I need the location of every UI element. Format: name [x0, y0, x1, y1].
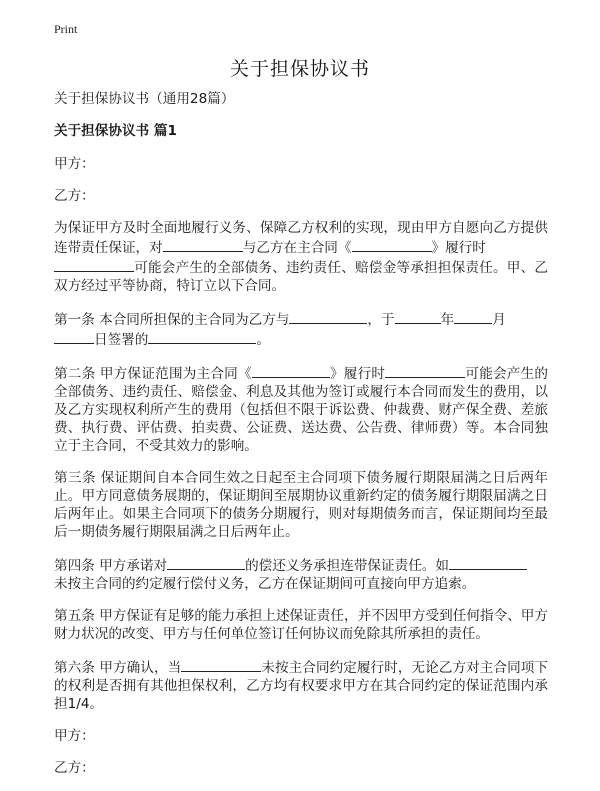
party-b-label: 乙方：	[54, 188, 95, 204]
document-body	[54, 90, 548, 791]
preamble-text-2: 与乙方在主合同《	[242, 240, 352, 256]
article-2-text: 可能会产生的全部债务、违约责任、赔偿金、利息及其他为签订或履行本合同而发生的费用，以及乙方实现权利所产生的费用（包括但不限于诉讼费、仲裁费、财产保全费、差旅费、执行费、评估费、拍卖费、公证费、送达费、公告费、律师费）等。本合同独立于主合同，不受其效力的影响。	[54, 366, 549, 454]
blank-field	[395, 309, 441, 324]
section-heading: 关于担保协议书 篇1	[54, 123, 177, 139]
print-label[interactable]: Print	[54, 22, 78, 36]
article-4	[54, 555, 548, 593]
article-5: 第五条 甲方保证有足够的能力承担上述保证责任，并不因甲方受到任何指令、甲方财力状况的改变、甲方与任何单位签订任何协议而免除其所承担的责任。	[54, 608, 548, 642]
preamble-text-4: 可能会产生的全部债务、违约责任、赔偿金等承担担保责任。甲、乙双方经过平等协商，特订立以下合同。	[54, 260, 548, 294]
blank-field	[181, 657, 261, 672]
article-6	[54, 657, 548, 713]
article-1-text: ，于	[367, 312, 395, 328]
article-2-text: 第二条 甲方保证范围为主合同《	[54, 366, 252, 382]
blank-field	[449, 555, 527, 570]
blank-field	[352, 237, 432, 252]
preamble-text-1: 为保证甲方及时全面地履行义务、保障乙方权利的实现，现由甲方自愿向乙方提供连带责任保证，对	[54, 220, 548, 256]
article-1-text: 。	[256, 332, 270, 348]
blank-field	[289, 309, 367, 324]
blank-field	[54, 257, 134, 272]
article-3: 第三条 保证期间自本合同生效之日起至主合同项下债务履行期限届满之日后两年止。甲方同意债务展期的，保证期间至展期协议重新约定的债务履行期限届满之日后两年止。如果主合同项下的债务分期履行，则对每期债务而言，保证期间均至最后一期债务履行期限届满之日后两年止。	[54, 470, 548, 540]
article-6-text: 第六条 甲方确认，当	[54, 660, 182, 676]
article-1-text: 日签署的	[94, 332, 149, 348]
article-2	[54, 363, 548, 455]
preamble-text-3: 》履行时	[431, 240, 486, 256]
blank-field	[148, 329, 256, 344]
signature-party-a: 甲方：	[54, 728, 95, 744]
party-a-label: 甲方：	[54, 156, 95, 172]
blank-field	[252, 363, 330, 378]
signature-party-b: 乙方：	[54, 760, 95, 776]
article-1-text: 年	[440, 312, 455, 328]
document-title: 关于担保协议书	[229, 58, 370, 80]
article-1-text: 第一条 本合同所担保的主合同为乙方与	[54, 312, 290, 328]
blank-field	[167, 555, 245, 570]
blank-field	[163, 237, 243, 252]
article-1	[54, 309, 548, 349]
article-6-text: 未按主合同约定履行时，无论乙方对主合同项下的权利是否拥有其他担保权利，乙方均有权要求甲方在其合同约定的保证范围内承担1/4。	[54, 660, 548, 712]
preamble-paragraph	[54, 219, 548, 295]
article-4-text: 的偿还义务承担连带保证责任。如	[245, 558, 449, 574]
article-2-text: 》履行时	[329, 366, 386, 382]
article-1-text: 月	[492, 312, 506, 328]
document-subtitle: 关于担保协议书（通用28篇）	[54, 91, 235, 107]
article-4-text: 未按主合同的约定履行偿付义务，乙方在保证期间可直接向甲方追索。	[54, 576, 476, 592]
article-4-text: 第四条 甲方承诺对	[54, 558, 168, 574]
blank-field	[385, 363, 465, 378]
blank-field	[54, 329, 94, 344]
blank-field	[454, 309, 492, 324]
